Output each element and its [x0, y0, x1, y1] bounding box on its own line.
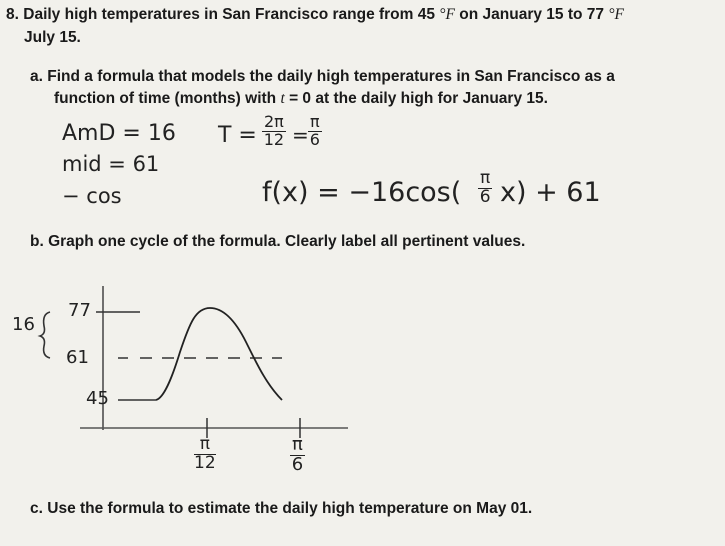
part-a-line-2: function of time (months) with t = 0 at the daily high for January 15. [54, 90, 548, 107]
midline-note: mid = 61 [62, 152, 160, 176]
graph-x-label-1: $\frac{\pi}{12}$ [194, 434, 216, 473]
part-c-line: c. Use the formula to estimate the daily high temperature on May 01. [30, 500, 533, 517]
graph-y-label-45: 45 [86, 388, 109, 409]
part-a-line-1: a. Find a formula that models the daily high temperatures in San Francisco as a [30, 68, 615, 85]
formula-start: f(x) = −16cos( [262, 177, 462, 208]
graph-range-label: 16 [12, 314, 35, 335]
part-a-label: a. [30, 68, 43, 85]
graph-y-label-61: 61 [66, 347, 89, 368]
part-c-label: c. [30, 500, 43, 517]
graph-y-label-77: 77 [68, 300, 91, 321]
formula-end: x) + 61 [500, 177, 601, 208]
negative-cos-note: − cos [62, 184, 122, 208]
period-fraction-2: $\frac{\pi}{6}$ [309, 112, 320, 149]
part-b-label: b. [30, 233, 44, 250]
question-8-line-1: 8. Daily high temperatures in San Francisco range from 45 °F on January 15 to 77 °F [6, 6, 624, 23]
part-b-line: b. Graph one cycle of the formula. Clearly label all pertinent values. [30, 233, 526, 250]
period-equals: = [292, 123, 309, 147]
period-fraction-1: $\frac{2\pi}{12}$ [263, 112, 285, 149]
question-8-line-2: July 15. [24, 29, 81, 46]
question-number: 8. [6, 6, 19, 23]
formula-fraction: $\frac{\pi}{6}$ [479, 168, 491, 207]
graph-x-label-2: $\frac{\pi}{6}$ [291, 434, 304, 475]
graph-cosine-curve [156, 308, 282, 400]
period-lhs: T = [218, 123, 257, 148]
graph-range-brace [40, 312, 50, 358]
amplitude-note: AmD = 16 [62, 121, 176, 146]
